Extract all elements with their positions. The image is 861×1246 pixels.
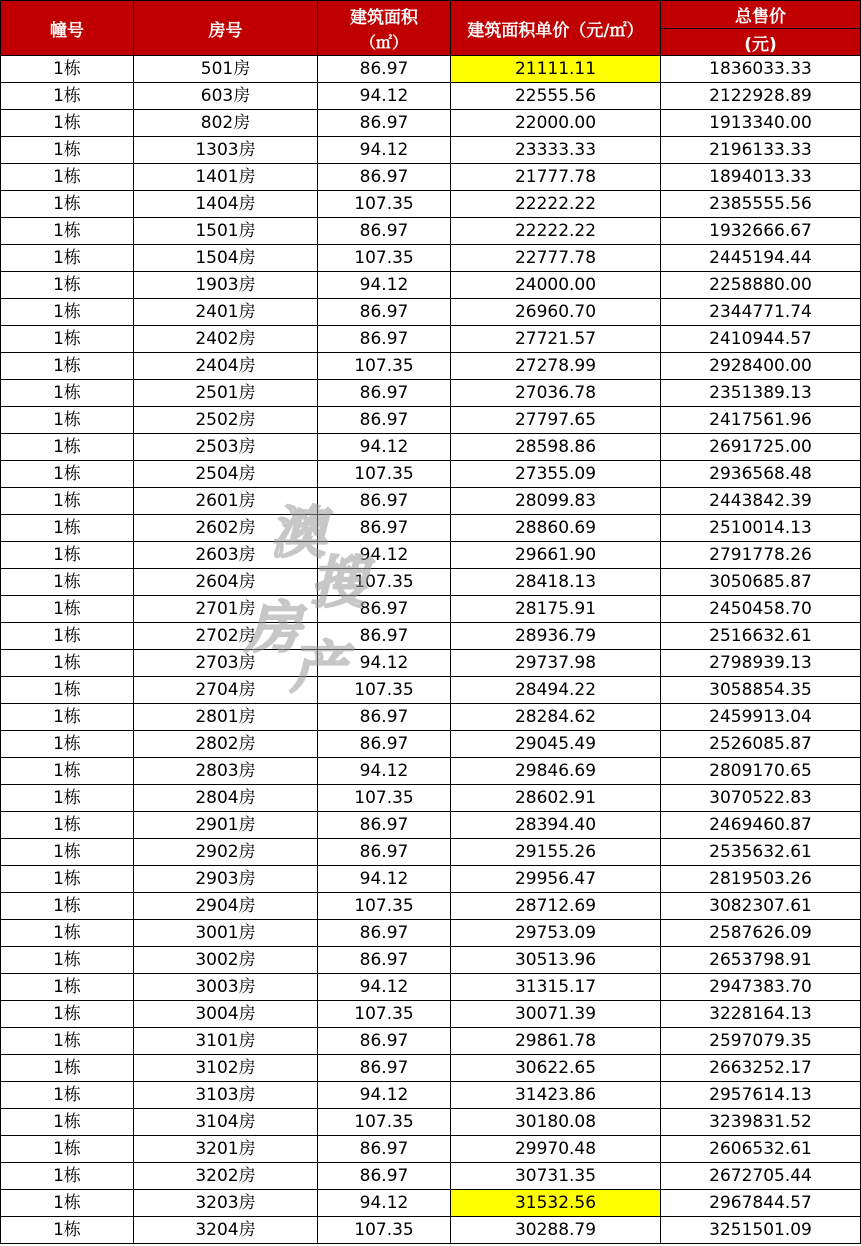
cell-building: 1栋 [1, 542, 134, 569]
cell-building: 1栋 [1, 461, 134, 488]
cell-room: 2504房 [134, 461, 318, 488]
table-row [1, 704, 861, 731]
cell-unit-price: 29155.26 [451, 839, 661, 866]
cell-total: 3070522.83 [661, 785, 861, 812]
cell-area: 86.97 [318, 596, 451, 623]
table-row [1, 569, 861, 596]
table-row [1, 461, 861, 488]
cell-building: 1栋 [1, 1136, 134, 1163]
cell-room: 3004房 [134, 1001, 318, 1028]
cell-room: 3104房 [134, 1109, 318, 1136]
cell-unit-price: 26960.70 [451, 299, 661, 326]
cell-total: 2653798.91 [661, 947, 861, 974]
cell-unit-price: 29045.49 [451, 731, 661, 758]
cell-unit-price: 29661.90 [451, 542, 661, 569]
cell-room: 2603房 [134, 542, 318, 569]
cell-total: 2258880.00 [661, 272, 861, 299]
table-row [1, 785, 861, 812]
cell-room: 2402房 [134, 326, 318, 353]
cell-unit-price: 31423.86 [451, 1082, 661, 1109]
cell-building: 1栋 [1, 920, 134, 947]
cell-unit-price: 30622.65 [451, 1055, 661, 1082]
cell-building: 1栋 [1, 947, 134, 974]
cell-area: 86.97 [318, 110, 451, 137]
cell-area: 107.35 [318, 353, 451, 380]
cell-area: 107.35 [318, 1109, 451, 1136]
cell-unit-price: 21777.78 [451, 164, 661, 191]
cell-building: 1栋 [1, 731, 134, 758]
cell-building: 1栋 [1, 245, 134, 272]
cell-area: 86.97 [318, 488, 451, 515]
table-row [1, 1055, 861, 1082]
table-row [1, 191, 861, 218]
table-row [1, 326, 861, 353]
cell-building: 1栋 [1, 1163, 134, 1190]
cell-area: 86.97 [318, 623, 451, 650]
cell-unit-price: 27721.57 [451, 326, 661, 353]
cell-building: 1栋 [1, 407, 134, 434]
cell-area: 86.97 [318, 731, 451, 758]
cell-area: 107.35 [318, 569, 451, 596]
table-row [1, 164, 861, 191]
cell-unit-price: 21111.11 [451, 56, 661, 83]
cell-room: 501房 [134, 56, 318, 83]
cell-area: 86.97 [318, 56, 451, 83]
header-unit-price: 建筑面积单价（元/㎡） [451, 1, 661, 56]
cell-area: 86.97 [318, 326, 451, 353]
table-row [1, 812, 861, 839]
cell-total: 2819503.26 [661, 866, 861, 893]
cell-room: 1501房 [134, 218, 318, 245]
watermark-char: 澳 [270, 500, 326, 566]
cell-total: 3239831.52 [661, 1109, 861, 1136]
cell-unit-price: 28602.91 [451, 785, 661, 812]
cell-total: 2691725.00 [661, 434, 861, 461]
cell-building: 1栋 [1, 974, 134, 1001]
cell-total: 2597079.35 [661, 1028, 861, 1055]
cell-unit-price: 31532.56 [451, 1190, 661, 1217]
cell-room: 3001房 [134, 920, 318, 947]
cell-room: 3203房 [134, 1190, 318, 1217]
cell-area: 107.35 [318, 785, 451, 812]
cell-room: 1903房 [134, 272, 318, 299]
cell-total: 2606532.61 [661, 1136, 861, 1163]
cell-room: 2501房 [134, 380, 318, 407]
cell-room: 3003房 [134, 974, 318, 1001]
cell-total: 2344771.74 [661, 299, 861, 326]
cell-area: 94.12 [318, 272, 451, 299]
cell-building: 1栋 [1, 758, 134, 785]
table-header [1, 1, 861, 56]
table-row [1, 56, 861, 83]
header-area [318, 1, 451, 56]
table-row [1, 434, 861, 461]
cell-building: 1栋 [1, 839, 134, 866]
cell-building: 1栋 [1, 704, 134, 731]
header-total-unit: (元) [661, 29, 861, 56]
cell-unit-price: 22777.78 [451, 245, 661, 272]
cell-total: 2510014.13 [661, 515, 861, 542]
cell-total: 2957614.13 [661, 1082, 861, 1109]
cell-unit-price: 31315.17 [451, 974, 661, 1001]
cell-unit-price: 29970.48 [451, 1136, 661, 1163]
cell-total: 2663252.17 [661, 1055, 861, 1082]
cell-total: 2791778.26 [661, 542, 861, 569]
cell-building: 1栋 [1, 434, 134, 461]
cell-total: 3228164.13 [661, 1001, 861, 1028]
cell-building: 1栋 [1, 83, 134, 110]
cell-unit-price: 29753.09 [451, 920, 661, 947]
cell-room: 2904房 [134, 893, 318, 920]
cell-total: 2122928.89 [661, 83, 861, 110]
cell-room: 1401房 [134, 164, 318, 191]
cell-total: 2928400.00 [661, 353, 861, 380]
cell-unit-price: 30288.79 [451, 1217, 661, 1244]
cell-total: 2947383.70 [661, 974, 861, 1001]
cell-room: 1504房 [134, 245, 318, 272]
cell-unit-price: 29861.78 [451, 1028, 661, 1055]
cell-area: 86.97 [318, 704, 451, 731]
watermark-char: 搜 [310, 550, 366, 616]
cell-room: 2502房 [134, 407, 318, 434]
cell-building: 1栋 [1, 191, 134, 218]
cell-total: 1836033.33 [661, 56, 861, 83]
table-row [1, 650, 861, 677]
cell-room: 2901房 [134, 812, 318, 839]
table-row [1, 1001, 861, 1028]
cell-area: 86.97 [318, 1163, 451, 1190]
cell-total: 2196133.33 [661, 137, 861, 164]
cell-room: 1404房 [134, 191, 318, 218]
cell-unit-price: 27278.99 [451, 353, 661, 380]
cell-total: 2410944.57 [661, 326, 861, 353]
table-row [1, 596, 861, 623]
cell-room: 2604房 [134, 569, 318, 596]
table-row [1, 245, 861, 272]
cell-unit-price: 28284.62 [451, 704, 661, 731]
cell-room: 2802房 [134, 731, 318, 758]
cell-room: 2803房 [134, 758, 318, 785]
cell-unit-price: 30071.39 [451, 1001, 661, 1028]
cell-building: 1栋 [1, 110, 134, 137]
header-total-title: 总售价 [661, 1, 861, 29]
cell-total: 2516632.61 [661, 623, 861, 650]
table-row [1, 218, 861, 245]
cell-total: 2450458.70 [661, 596, 861, 623]
cell-building: 1栋 [1, 488, 134, 515]
cell-area: 94.12 [318, 758, 451, 785]
cell-area: 107.35 [318, 677, 451, 704]
watermark-char: 产 [290, 635, 346, 701]
cell-room: 2401房 [134, 299, 318, 326]
cell-total: 3050685.87 [661, 569, 861, 596]
cell-area: 86.97 [318, 1028, 451, 1055]
cell-area: 86.97 [318, 164, 451, 191]
cell-room: 3101房 [134, 1028, 318, 1055]
cell-room: 2704房 [134, 677, 318, 704]
cell-area: 94.12 [318, 1190, 451, 1217]
cell-area: 107.35 [318, 461, 451, 488]
cell-room: 2602房 [134, 515, 318, 542]
cell-unit-price: 22222.22 [451, 191, 661, 218]
cell-building: 1栋 [1, 1217, 134, 1244]
table-row [1, 893, 861, 920]
cell-room: 2902房 [134, 839, 318, 866]
table-row [1, 542, 861, 569]
cell-building: 1栋 [1, 272, 134, 299]
cell-unit-price: 30180.08 [451, 1109, 661, 1136]
cell-room: 3102房 [134, 1055, 318, 1082]
table-row [1, 407, 861, 434]
cell-unit-price: 28936.79 [451, 623, 661, 650]
cell-total: 1932666.67 [661, 218, 861, 245]
table-row [1, 866, 861, 893]
table-row [1, 677, 861, 704]
cell-unit-price: 28394.40 [451, 812, 661, 839]
cell-building: 1栋 [1, 353, 134, 380]
cell-unit-price: 27355.09 [451, 461, 661, 488]
cell-total: 2672705.44 [661, 1163, 861, 1190]
cell-unit-price: 23333.33 [451, 137, 661, 164]
table-row [1, 488, 861, 515]
cell-unit-price: 30513.96 [451, 947, 661, 974]
cell-total: 2936568.48 [661, 461, 861, 488]
header-room: 房号 [134, 1, 318, 56]
cell-building: 1栋 [1, 1028, 134, 1055]
cell-unit-price: 28175.91 [451, 596, 661, 623]
cell-unit-price: 27797.65 [451, 407, 661, 434]
cell-building: 1栋 [1, 1001, 134, 1028]
cell-room: 2702房 [134, 623, 318, 650]
cell-building: 1栋 [1, 164, 134, 191]
table-row [1, 731, 861, 758]
header-building: 幢号 [1, 1, 134, 56]
cell-building: 1栋 [1, 1055, 134, 1082]
table-row [1, 1163, 861, 1190]
cell-unit-price: 28860.69 [451, 515, 661, 542]
table-row [1, 920, 861, 947]
table-row [1, 974, 861, 1001]
table-row [1, 947, 861, 974]
cell-unit-price: 27036.78 [451, 380, 661, 407]
table-row [1, 515, 861, 542]
cell-room: 3002房 [134, 947, 318, 974]
table-row [1, 1109, 861, 1136]
cell-area: 94.12 [318, 974, 451, 1001]
cell-area: 94.12 [318, 1082, 451, 1109]
cell-building: 1栋 [1, 785, 134, 812]
table-row [1, 137, 861, 164]
cell-area: 86.97 [318, 380, 451, 407]
cell-room: 2703房 [134, 650, 318, 677]
cell-room: 2404房 [134, 353, 318, 380]
cell-building: 1栋 [1, 650, 134, 677]
cell-unit-price: 28099.83 [451, 488, 661, 515]
cell-total: 2459913.04 [661, 704, 861, 731]
cell-room: 603房 [134, 83, 318, 110]
cell-building: 1栋 [1, 56, 134, 83]
cell-area: 107.35 [318, 893, 451, 920]
cell-building: 1栋 [1, 1109, 134, 1136]
cell-room: 2601房 [134, 488, 318, 515]
cell-building: 1栋 [1, 623, 134, 650]
cell-unit-price: 30731.35 [451, 1163, 661, 1190]
table-row [1, 1217, 861, 1244]
cell-total: 2967844.57 [661, 1190, 861, 1217]
cell-area: 86.97 [318, 947, 451, 974]
cell-area: 86.97 [318, 1136, 451, 1163]
cell-area: 86.97 [318, 299, 451, 326]
cell-total: 1894013.33 [661, 164, 861, 191]
cell-total: 1913340.00 [661, 110, 861, 137]
cell-area: 86.97 [318, 920, 451, 947]
cell-area: 86.97 [318, 1055, 451, 1082]
cell-area: 107.35 [318, 245, 451, 272]
cell-area: 94.12 [318, 650, 451, 677]
cell-unit-price: 28418.13 [451, 569, 661, 596]
cell-building: 1栋 [1, 812, 134, 839]
cell-room: 2804房 [134, 785, 318, 812]
cell-area: 94.12 [318, 434, 451, 461]
cell-area: 107.35 [318, 1217, 451, 1244]
cell-total: 3058854.35 [661, 677, 861, 704]
cell-unit-price: 28494.22 [451, 677, 661, 704]
cell-building: 1栋 [1, 218, 134, 245]
cell-unit-price: 29956.47 [451, 866, 661, 893]
cell-building: 1栋 [1, 569, 134, 596]
cell-building: 1栋 [1, 137, 134, 164]
cell-room: 3103房 [134, 1082, 318, 1109]
cell-area: 86.97 [318, 515, 451, 542]
cell-building: 1栋 [1, 596, 134, 623]
cell-area: 107.35 [318, 1001, 451, 1028]
cell-room: 1303房 [134, 137, 318, 164]
watermark-char: 房 [245, 595, 301, 661]
table-row [1, 1136, 861, 1163]
table-row [1, 839, 861, 866]
cell-total: 3082307.61 [661, 893, 861, 920]
cell-total: 2809170.65 [661, 758, 861, 785]
table-row [1, 380, 861, 407]
cell-building: 1栋 [1, 326, 134, 353]
cell-total: 2798939.13 [661, 650, 861, 677]
cell-room: 2701房 [134, 596, 318, 623]
table-row [1, 1190, 861, 1217]
table-row [1, 299, 861, 326]
cell-building: 1栋 [1, 677, 134, 704]
cell-area: 94.12 [318, 542, 451, 569]
cell-unit-price: 29737.98 [451, 650, 661, 677]
table-row [1, 272, 861, 299]
cell-room: 3201房 [134, 1136, 318, 1163]
cell-total: 2385555.56 [661, 191, 861, 218]
cell-area: 86.97 [318, 839, 451, 866]
table-row [1, 1028, 861, 1055]
table-row [1, 353, 861, 380]
cell-unit-price: 28598.86 [451, 434, 661, 461]
cell-total: 2443842.39 [661, 488, 861, 515]
cell-building: 1栋 [1, 866, 134, 893]
cell-building: 1栋 [1, 893, 134, 920]
cell-total: 2469460.87 [661, 812, 861, 839]
cell-room: 802房 [134, 110, 318, 137]
cell-building: 1栋 [1, 1082, 134, 1109]
cell-room: 2903房 [134, 866, 318, 893]
cell-total: 3251501.09 [661, 1217, 861, 1244]
cell-unit-price: 28712.69 [451, 893, 661, 920]
cell-area: 86.97 [318, 812, 451, 839]
cell-area: 86.97 [318, 218, 451, 245]
cell-unit-price: 22000.00 [451, 110, 661, 137]
table-row [1, 110, 861, 137]
header-area-title: 建筑面积 [350, 8, 418, 28]
cell-total: 2417561.96 [661, 407, 861, 434]
table-row [1, 623, 861, 650]
header-area-unit: （㎡） [359, 33, 408, 52]
cell-building: 1栋 [1, 299, 134, 326]
cell-unit-price: 22555.56 [451, 83, 661, 110]
cell-unit-price: 22222.22 [451, 218, 661, 245]
cell-building: 1栋 [1, 380, 134, 407]
cell-total: 2526085.87 [661, 731, 861, 758]
cell-building: 1栋 [1, 1190, 134, 1217]
cell-room: 2503房 [134, 434, 318, 461]
cell-area: 94.12 [318, 866, 451, 893]
cell-area: 86.97 [318, 407, 451, 434]
cell-area: 94.12 [318, 137, 451, 164]
cell-room: 3204房 [134, 1217, 318, 1244]
table-row [1, 758, 861, 785]
cell-total: 2445194.44 [661, 245, 861, 272]
table-body [1, 56, 861, 1244]
cell-area: 107.35 [318, 191, 451, 218]
cell-unit-price: 24000.00 [451, 272, 661, 299]
cell-area: 94.12 [318, 83, 451, 110]
cell-total: 2351389.13 [661, 380, 861, 407]
cell-total: 2535632.61 [661, 839, 861, 866]
cell-total: 2587626.09 [661, 920, 861, 947]
cell-room: 2801房 [134, 704, 318, 731]
cell-room: 3202房 [134, 1163, 318, 1190]
table-row [1, 1082, 861, 1109]
cell-building: 1栋 [1, 515, 134, 542]
table-row [1, 83, 861, 110]
cell-unit-price: 29846.69 [451, 758, 661, 785]
